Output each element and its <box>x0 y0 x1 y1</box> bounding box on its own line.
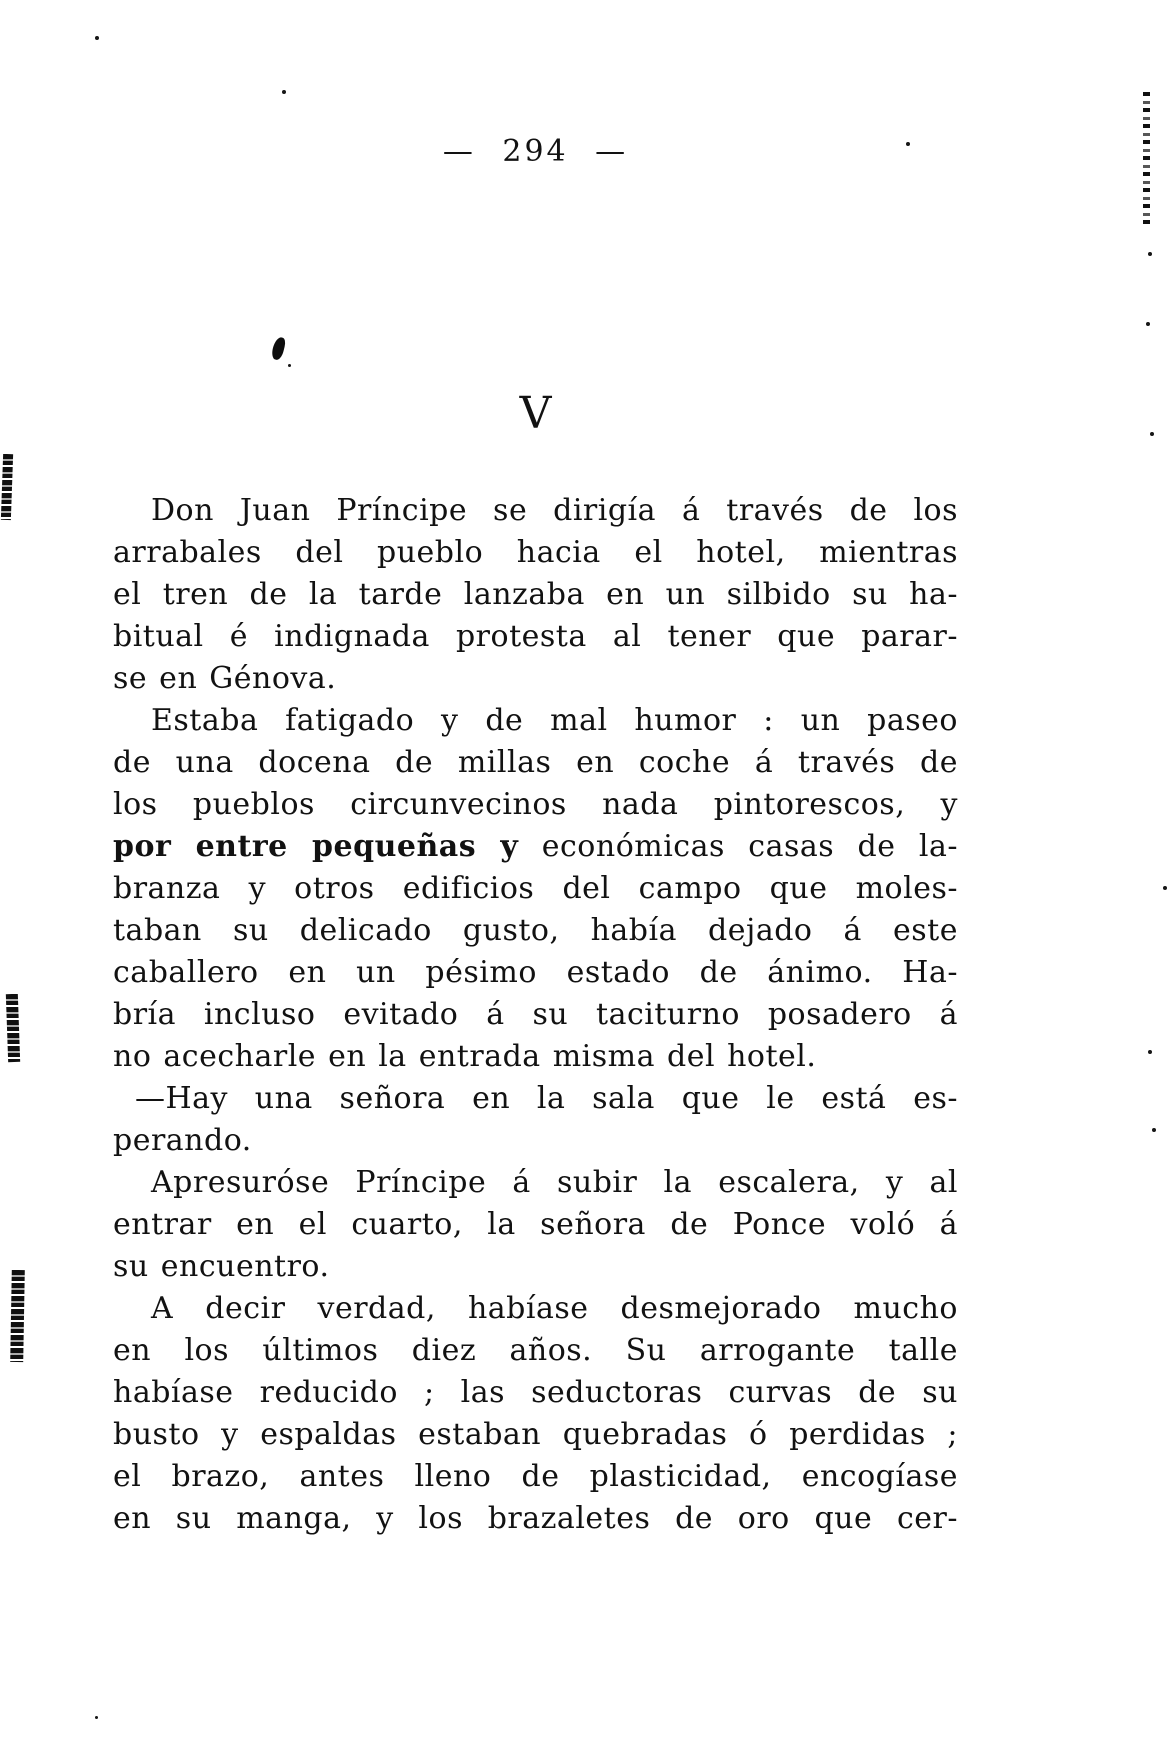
page-number: — 294 — <box>442 134 629 169</box>
text-line: —Hay una señora en la sala que le está es- <box>135 1081 958 1116</box>
text-line: se en Génova. <box>113 661 337 696</box>
paragraph <box>113 1078 958 1162</box>
speckle <box>1148 252 1152 256</box>
paragraph <box>113 1288 958 1540</box>
text-line: busto y espaldas estaban quebradas ó perdidas ; <box>113 1417 958 1452</box>
chapter-heading: V <box>519 388 552 439</box>
text-line: en su manga, y los brazaletes de oro que cer- <box>113 1501 958 1536</box>
text-line: branza y otros edificios del campo que moles- <box>113 871 958 906</box>
speckle <box>95 36 99 40</box>
body-text <box>113 490 958 1540</box>
ink-streak-left <box>1 454 13 520</box>
text-line: el brazo, antes lleno de plasticidad, encogíase <box>113 1459 958 1494</box>
speckle <box>95 1716 98 1719</box>
text-line: bitual é indignada protesta al tener que parar- <box>113 619 958 654</box>
ink-streak-right <box>1143 92 1150 227</box>
ink-streak-left <box>6 994 20 1062</box>
text-line: arrabales del pueblo hacia el hotel, mientras <box>113 535 958 570</box>
paragraph <box>113 1162 958 1288</box>
speckle <box>1150 432 1154 436</box>
text-line: su encuentro. <box>113 1249 330 1284</box>
text-line: en los últimos diez años. Su arrogante talle <box>113 1333 958 1368</box>
ink-smudge <box>270 336 286 361</box>
paragraph <box>113 700 958 1078</box>
speckle <box>1152 1128 1156 1132</box>
text-line: entrar en el cuarto, la señora de Ponce voló á <box>113 1207 958 1242</box>
regular-text: económicas casas de la- <box>518 829 958 864</box>
text-line: A decir verdad, habíase desmejorado mucho <box>151 1291 958 1326</box>
speckle <box>906 142 910 146</box>
speckle <box>1148 1050 1152 1054</box>
text-line: los pueblos circunvecinos nada pintorescos, y <box>113 787 958 822</box>
speckle <box>288 364 291 367</box>
speckle <box>1163 886 1167 890</box>
text-line: el tren de la tarde lanzaba en un silbido su ha- <box>113 577 958 612</box>
speckle <box>1146 322 1150 326</box>
text-line: caballero en un pésimo estado de ánimo. Ha- <box>113 955 958 990</box>
bold-text: por entre pequeñas y <box>113 829 519 864</box>
speckle <box>282 90 286 94</box>
text-line: habíase reducido ; las seductoras curvas de su <box>113 1375 958 1410</box>
text-line: perando. <box>113 1123 252 1158</box>
text-line: taban su delicado gusto, había dejado á este <box>113 913 958 948</box>
paragraph <box>113 490 958 700</box>
text-line: Don Juan Príncipe se dirigía á través de los <box>151 493 958 528</box>
text-line: Estaba fatigado y de mal humor : un paseo <box>151 703 958 738</box>
text-line: Apresuróse Príncipe á subir la escalera, y al <box>151 1165 958 1200</box>
text-line: no acecharle en la entrada misma del hotel. <box>113 1039 817 1074</box>
ink-streak-left <box>10 1270 25 1362</box>
text-line: de una docena de millas en coche á través de <box>113 745 958 780</box>
text-line <box>113 826 958 868</box>
text-line: bría incluso evitado á su taciturno posadero á <box>113 997 958 1032</box>
